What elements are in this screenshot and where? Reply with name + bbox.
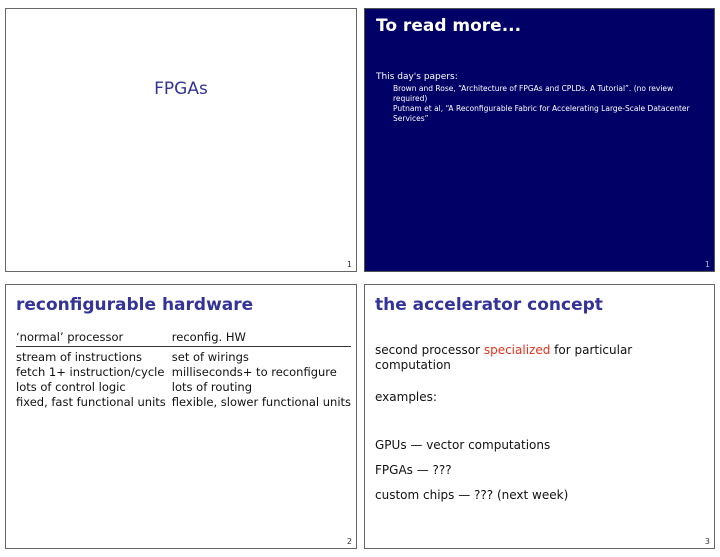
table-cell: stream of instructions: [16, 350, 143, 364]
table-cell: set of wirings: [171, 350, 249, 364]
paper-1: Brown and Rose, “Architecture of FPGAs and CPLDs. A Tutorial”. (no review required): [393, 84, 674, 103]
table-cell: fetch 1+ instruction/cycle: [16, 365, 165, 379]
examples-label: examples:: [375, 390, 437, 404]
table-cell: fixed, fast functional units: [16, 395, 166, 409]
table-header-cell: ‘normal’ processor: [16, 329, 172, 347]
table-header-row: [16, 329, 351, 347]
table-row: [16, 365, 351, 380]
table-row: [16, 380, 351, 395]
papers-intro: This day's papers:: [376, 72, 458, 82]
table-cell: flexible, slower functional units: [171, 395, 352, 409]
slide-3-title: reconfigurable hardware: [16, 295, 254, 315]
example-item: GPUs — vector computations: [375, 438, 551, 452]
table-cell: lots of routing: [171, 380, 253, 394]
table-row: [16, 347, 351, 366]
example-item: FPGAs — ???: [375, 463, 452, 477]
slide-4-title: the accelerator concept: [375, 295, 603, 315]
slide-4-page-number: 3: [704, 537, 710, 546]
table-cell: lots of control logic: [16, 380, 126, 394]
paper-2: Putnam et al, “A Reconfigurable Fabric for Accelerating Large-Scale Datacenter Services”: [393, 104, 690, 123]
slide-2-page-number: 1: [704, 260, 710, 269]
slide-1-page-number: 1: [346, 260, 352, 269]
slide-2-body: [376, 72, 704, 124]
slide-2: [364, 8, 715, 272]
concept-highlight: specialized: [483, 343, 551, 357]
slide-2-title: To read more...: [376, 16, 522, 36]
slide-1-title: FPGAs: [154, 79, 208, 99]
slide-4-content: [375, 343, 698, 503]
concept-paragraph: [375, 343, 698, 373]
table-cell: milliseconds+ to reconfigure: [171, 365, 337, 379]
concept-text-end: for particular computation: [375, 343, 633, 372]
comparison-table: [16, 329, 351, 410]
slide-3: [5, 284, 357, 549]
concept-text-start: second processor: [375, 343, 484, 357]
table-header-cell: reconfig. HW: [172, 329, 351, 347]
example-item: custom chips — ??? (next week): [375, 488, 569, 502]
slide-3-page-number: 2: [346, 537, 352, 546]
table-row: [16, 395, 351, 410]
slide-1: [5, 8, 357, 272]
slide-4: [364, 284, 715, 549]
